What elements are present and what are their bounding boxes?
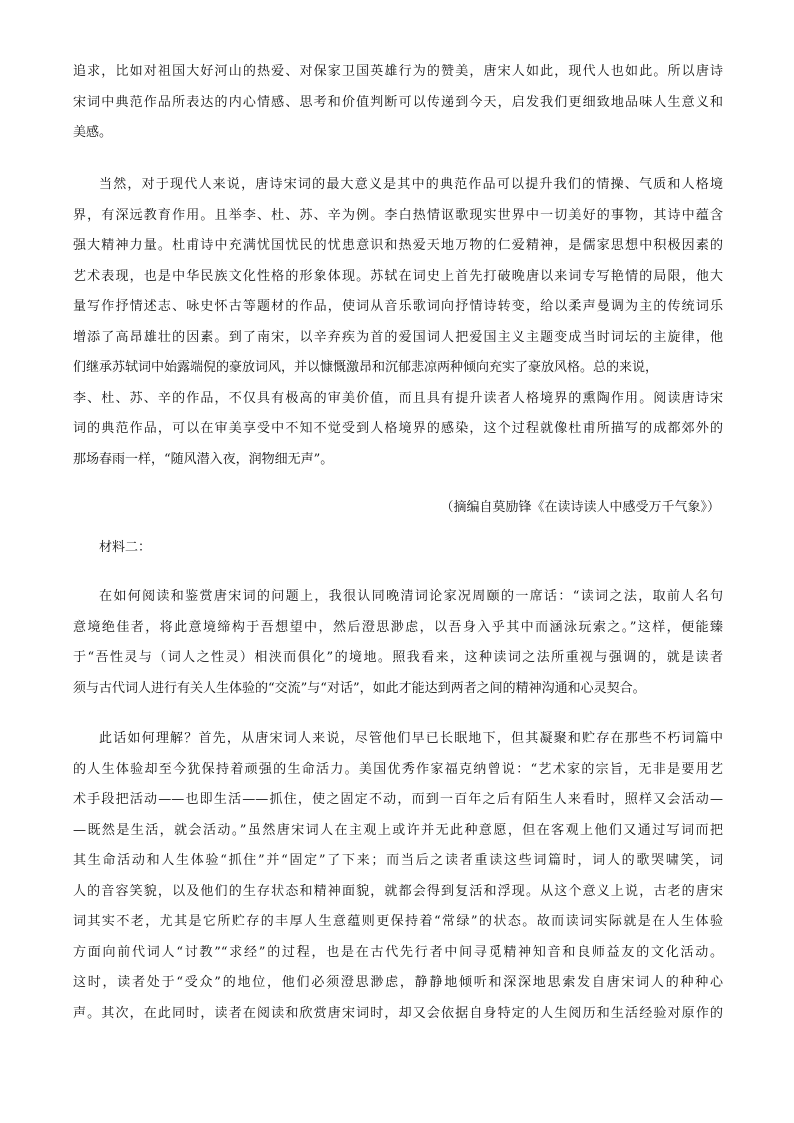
text-line: 当然，对于现代人来说，唐诗宋词的最大意义是其中的典范作品可以提升我们的情操、气质和人格境 bbox=[99, 177, 723, 192]
text-line: 界，有深远教育作用。且举李、杜、苏、辛为例。李白热情讴歌现实世界中一切美好的事物，其诗中蕴含 bbox=[73, 207, 723, 223]
text-line: 们继承苏轼词中始露端倪的豪放词风，并以慷慨激昂和沉郁悲凉两种倾向充实了豪放风格。总的来说， bbox=[73, 360, 659, 375]
text-line: 意境绝佳者，将此意境缔构于吾想望中，然后澄思渺虑，以吾身入乎其中而涵泳玩索之。”这样，便能臻 bbox=[73, 619, 723, 635]
text-line: 人的音容笑貌，以及他们的生存状态和精神面貌，就都会得到复活和浮现。从这个意义上说，古老的唐宋 bbox=[73, 883, 723, 899]
text-line: —既然是生活，就会活动。”虽然唐宋词人在主观上或许并无此种意愿，但在客观上他们又通过写词而把 bbox=[73, 822, 723, 838]
text-line: 的人生体验却至今犹保持着顽强的生命活力。美国优秀作家福克纳曾说：“艺术家的宗旨，无非是要用艺 bbox=[73, 761, 723, 777]
paragraph-2 bbox=[73, 170, 723, 475]
paragraph-1 bbox=[73, 57, 723, 149]
text-line: 这时，读者处于“受众”的地位，他们必须澄思渺虑，静静地倾听和深深地思索发自唐宋词人的种种心 bbox=[73, 975, 723, 990]
text-line: 词的典范作品，可以在审美享受中不知不觉受到人格境界的感染，这个过程就像杜甫所描写的成都郊外的 bbox=[73, 421, 723, 436]
text-line: 宋词中典范作品所表达的内心情感、思考和价值判断可以传递到今天，启发我们更细致地品味人生意义和 bbox=[73, 94, 723, 110]
text-line: 追求，比如对祖国大好河山的热爱、对保家卫国英雄行为的赞美，唐宋人如此，现代人也如此。所以唐诗 bbox=[73, 64, 723, 79]
text-line: 美感。 bbox=[73, 125, 113, 140]
text-line: 其生命活动和人生体验“抓住”并“固定”了下来；而当后之读者重读这些词篇时，词人的歌哭啸笑，词 bbox=[73, 853, 723, 868]
text-line: 声。其次，在此同时，读者在阅读和欣赏唐宋词时，却又会依据自身特定的人生阅历和生活经验对原作的 bbox=[73, 1005, 723, 1021]
paragraph-3 bbox=[73, 582, 723, 704]
text-line: 艺术表现，也是中华民族文化性格的形象体现。苏轼在词史上首先打破晚唐以来词专写艳情的局限，他大 bbox=[73, 268, 723, 284]
text-line: 李、杜、苏、辛的作品，不仅具有极高的审美价值，而且具有提升读者人格境界的熏陶作用。阅读唐诗宋 bbox=[73, 390, 723, 406]
text-line: 增添了高昂雄壮的因素。到了南宋，以辛弃疾为首的爱国词人把爱国主义主题变成当时词坛的主旋律，他 bbox=[73, 329, 723, 345]
text-line: 此话如何理解？首先，从唐宋词人来说，尽管他们早已长眠地下，但其凝聚和贮存在那些不朽词篇中 bbox=[99, 731, 723, 746]
text-line: 词其实不老，尤其是它所贮存的丰厚人生意蕴则更保持着“常绿”的状态。故而读词实际就是在人生体验 bbox=[73, 914, 723, 929]
material-label: 材料二： bbox=[99, 540, 152, 555]
text-line: 那场春雨一样，“随风潜入夜，润物细无声”。 bbox=[73, 451, 334, 467]
text-line: 量写作抒情述志、咏史怀古等题材的作品，使词从音乐歌词向抒情诗转变，给以柔声曼调为主的传统词乐 bbox=[73, 299, 723, 314]
text-line: 于“吾性灵与（词人之性灵）相浃而俱化”的境地。照我看来，这种读词之法所重视与强调的，就是读者 bbox=[73, 650, 723, 665]
text-line: 术手段把活动——也即生活——抓住，使之固定不动，而到一百年之后有陌生人来看时，照样又会活动— bbox=[73, 792, 723, 807]
paragraph-4 bbox=[73, 724, 723, 1029]
text-line: 强大精神力量。杜甫诗中充满忧国忧民的忧患意识和热爱天地万物的仁爱精神，是儒家思想中积极因素的 bbox=[73, 238, 723, 253]
text-line: 须与古代词人进行有关人生体验的“交流”与“对话”，如此才能达到两者之间的精神沟通和心灵契合。 bbox=[73, 680, 646, 696]
text-line: 在如何阅读和鉴赏唐宋词的问题上，我很认同晚清词论家况周颐的一席话：“读词之法，取前人名句 bbox=[99, 589, 723, 604]
text-line: 方面向前代词人“讨教”“求经”的过程，也是在古代先行者中间寻觅精神知音和良师益友的文化活动。 bbox=[73, 944, 723, 960]
source-citation: （摘编自莫励锋《在读诗读人中感受万千气象》） bbox=[440, 500, 720, 515]
